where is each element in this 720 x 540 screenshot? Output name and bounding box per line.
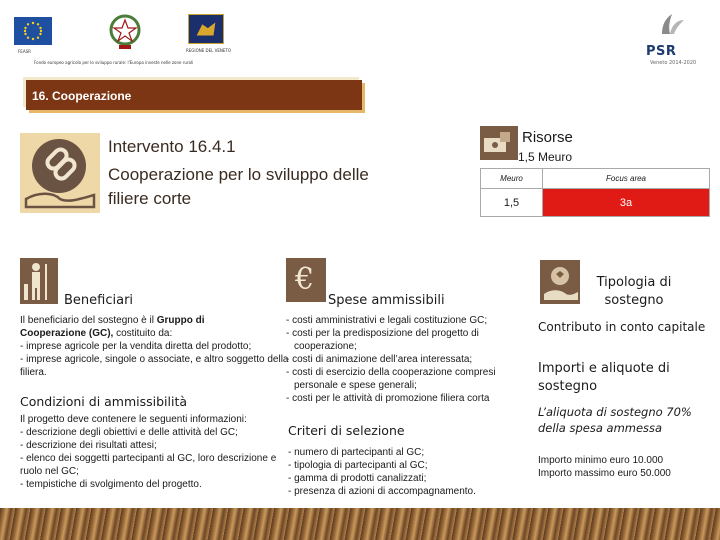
section-title-bar bbox=[26, 80, 362, 110]
list-item: - presenza di azioni di accompagnamento. bbox=[288, 486, 476, 497]
resources-header-meuro: Meuro bbox=[481, 169, 543, 189]
list-item: - imprese agricole per la vendita diretta del prodotto; bbox=[20, 341, 252, 352]
intervention-title: Intervento 16.4.1 bbox=[108, 137, 236, 156]
veneto-region-logo bbox=[188, 14, 224, 44]
chain-link-icon bbox=[20, 133, 100, 213]
resources-value-focus-area: 3a bbox=[543, 189, 710, 217]
support-hand-icon bbox=[540, 260, 580, 304]
money-icon bbox=[480, 126, 518, 160]
resources-table bbox=[480, 168, 710, 217]
list-item: - costi per le attività di promozione filiera corta bbox=[286, 393, 490, 404]
fund-caption: Fondo europeo agricolo per lo sviluppo rurale: l'Europa investe nelle zone rurali bbox=[34, 60, 194, 65]
list-item: - gamma di prodotti canalizzati; bbox=[288, 473, 427, 484]
list-item: - tipologia di partecipanti al GC; bbox=[288, 460, 428, 471]
list-item: - imprese agricole, singole o associate, e altro soggetto della filiera. bbox=[20, 354, 289, 378]
eu-caption: FEASR bbox=[18, 49, 31, 54]
beneficiaries-text: Il beneficiario del sostegno è il Gruppo di Cooperazione (GC), costituito da: - imprese agricole per la vendita diretta del prodotto; - imprese agricole, singole o associate, e altro soggetto della filiera. bbox=[20, 315, 289, 378]
veneto-caption: REGIONE DEL VENETO bbox=[186, 48, 232, 53]
resources-amount: 1,5 Meuro bbox=[518, 150, 573, 164]
intervention-description: Cooperazione per lo sviluppo delle filiere corte bbox=[108, 165, 369, 208]
list-item: - costi di animazione dell’area interessata; bbox=[286, 354, 473, 365]
farmer-icon bbox=[20, 258, 58, 304]
support-type-title: Tipologia di sostegno bbox=[596, 275, 672, 308]
psr-period: Veneto 2014-2020 bbox=[650, 60, 697, 66]
list-item: - descrizione degli obiettivi e delle attività del GC; bbox=[20, 427, 238, 438]
list-item: - numero di partecipanti al GC; bbox=[288, 447, 425, 458]
eligible-costs-title: Spese ammissibili bbox=[328, 293, 445, 308]
wheat-field-band bbox=[0, 508, 720, 540]
maximum-amount: Importo massimo euro 50.000 bbox=[538, 468, 671, 479]
list-item: - tempistiche di svolgimento del progetto. bbox=[20, 479, 202, 490]
amounts-limits bbox=[538, 454, 708, 480]
conditions-text: Il progetto deve contenere le seguenti informazioni: - descrizione degli obiettivi e delle attività del GC; - descrizione dei risultati attesi; - elenco dei soggetti partecipanti al GC, loro descrizione e ruolo nel GC; - tempistiche di svolgimento del progetto. bbox=[20, 413, 290, 491]
resources-header-focus-area: Focus area bbox=[543, 169, 710, 189]
list-item: - costi per la predisposizione del progetto di cooperazione; bbox=[286, 328, 479, 352]
italy-emblem-logo bbox=[108, 12, 142, 52]
support-type-value: Contributo in conto capitale bbox=[538, 320, 706, 334]
amounts-title: Importi e aliquote di sostegno bbox=[538, 361, 670, 394]
psr-logo-text: PSR bbox=[646, 44, 677, 59]
euro-icon: € bbox=[286, 258, 326, 302]
list-item: - descrizione dei risultati attesi; bbox=[20, 440, 157, 451]
eligible-costs-text bbox=[286, 314, 526, 405]
resources-value-meuro: 1,5 bbox=[481, 189, 543, 217]
list-item: - costi amministrativi e legali costituzione GC; bbox=[286, 315, 488, 326]
section-title: 16. Cooperazione bbox=[32, 89, 132, 103]
support-rate: L’aliquota di sostegno 70% della spesa ammessa bbox=[538, 405, 692, 435]
beneficiaries-title: Beneficiari bbox=[64, 293, 134, 308]
list-item: - costi di esercizio della cooperazione compresi personale e spese generali; bbox=[286, 367, 496, 391]
eu-flag-logo bbox=[14, 17, 52, 45]
conditions-title: Condizioni di ammissibilità bbox=[20, 394, 188, 409]
selection-criteria-title: Criteri di selezione bbox=[288, 423, 405, 438]
list-item: - elenco dei soggetti partecipanti al GC, loro descrizione e ruolo nel GC; bbox=[20, 453, 277, 477]
selection-criteria-text bbox=[288, 446, 528, 498]
resources-title: Risorse bbox=[522, 129, 573, 146]
minimum-amount: Importo minimo euro 10.000 bbox=[538, 455, 664, 466]
